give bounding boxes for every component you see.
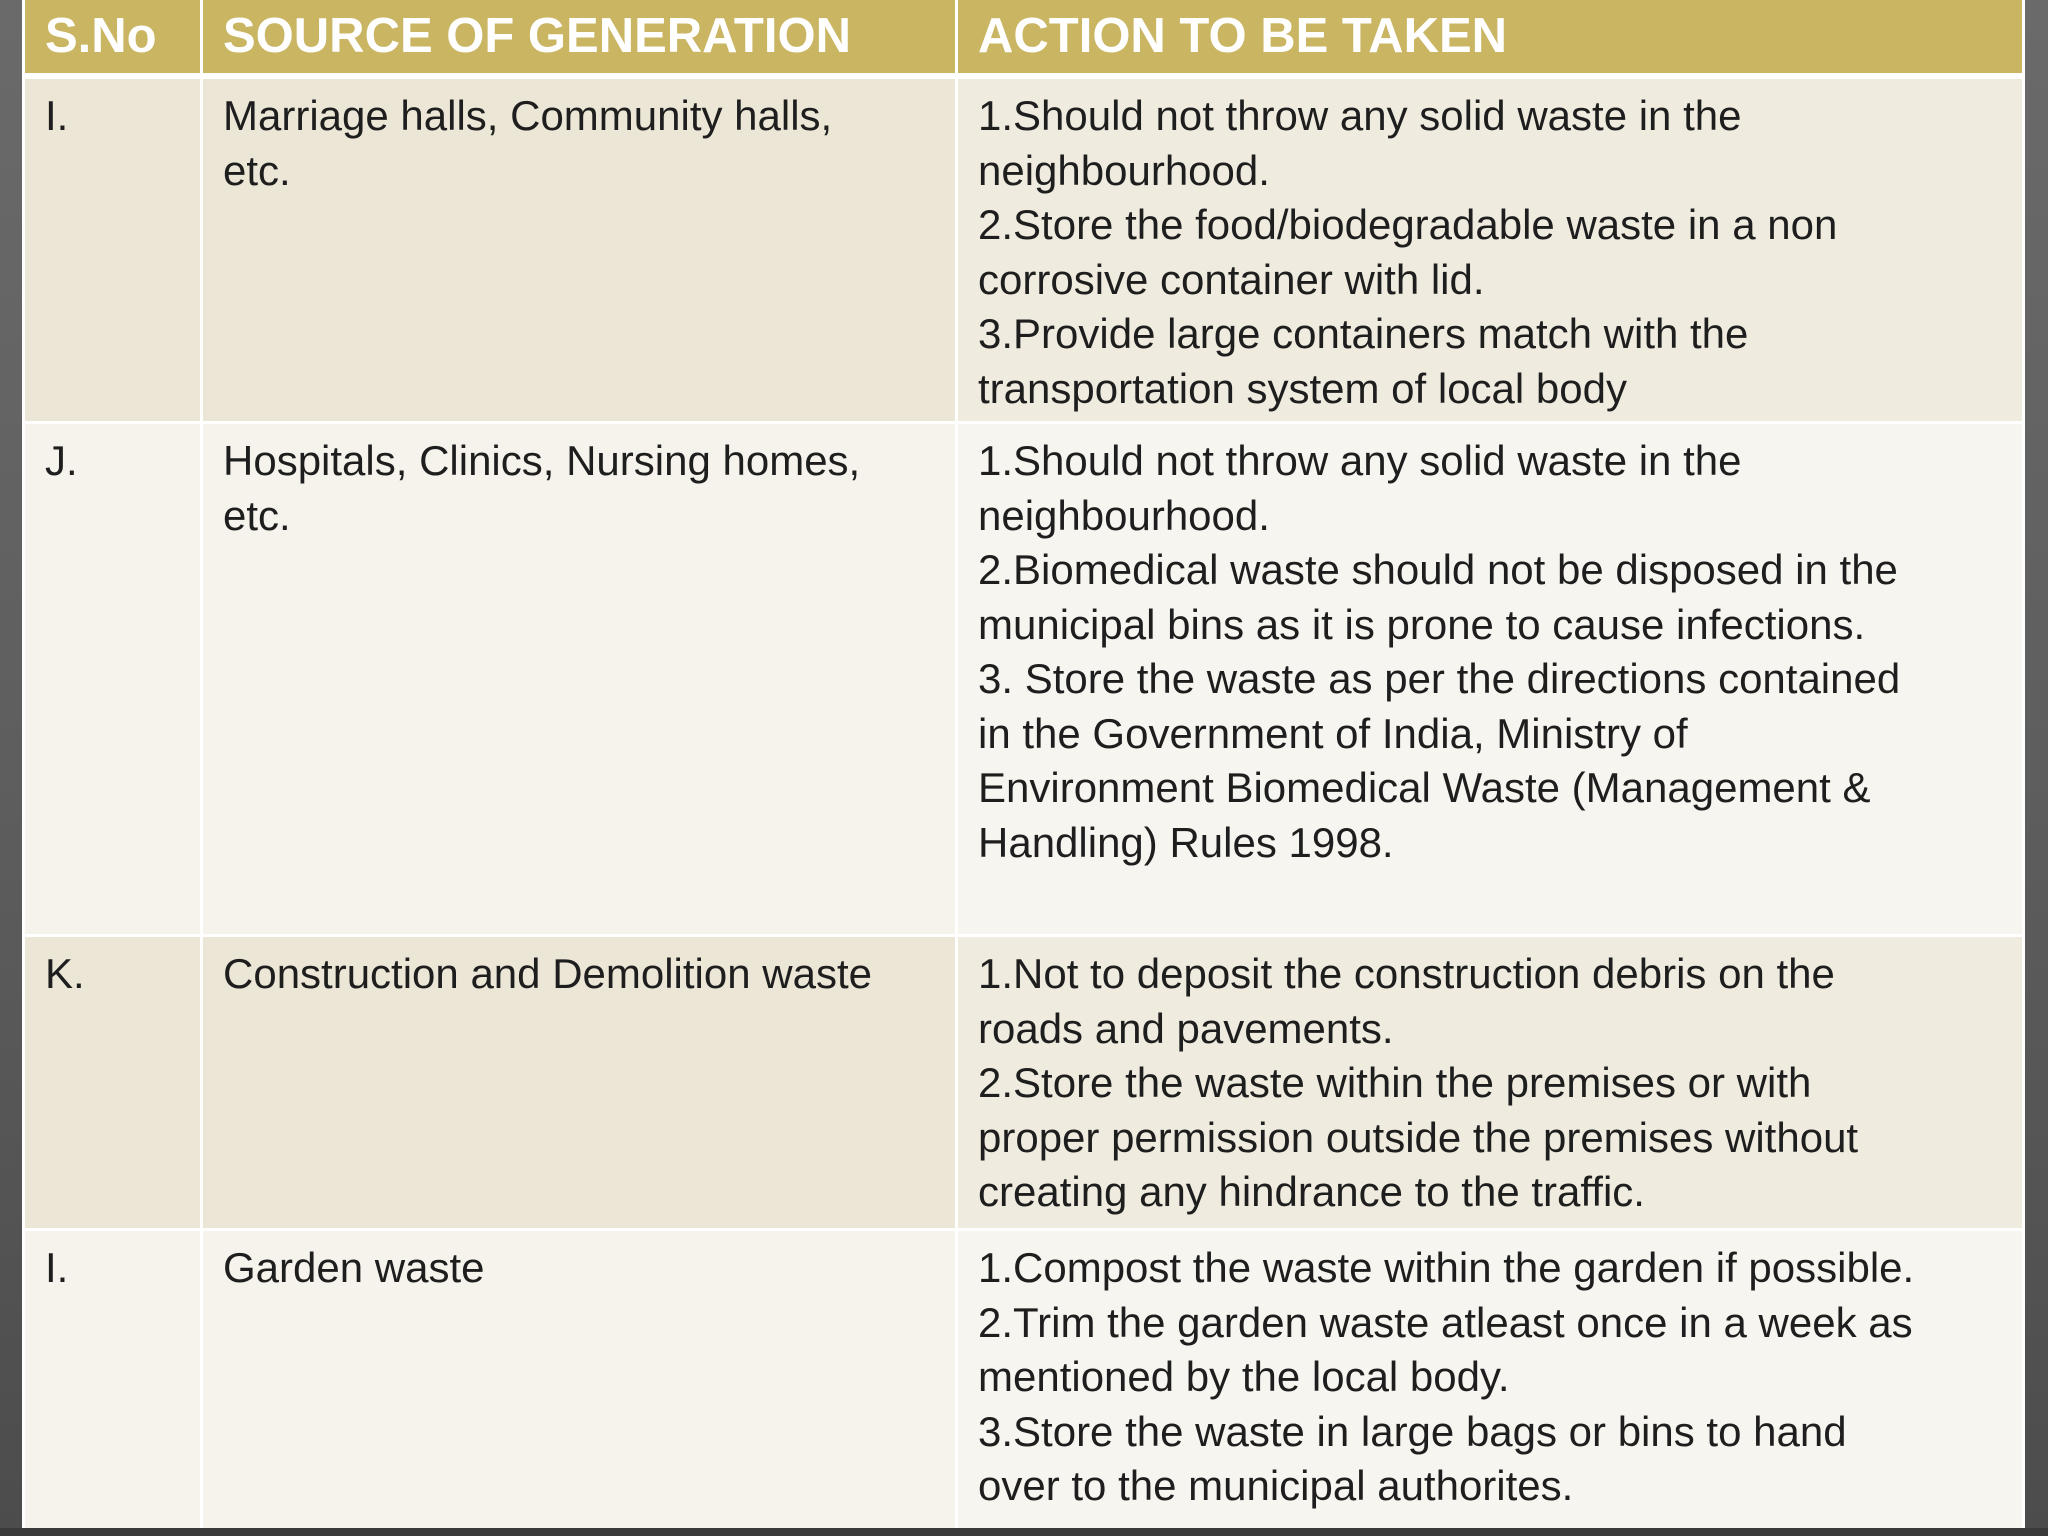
table-header-row	[24, 0, 2024, 76]
header-source: SOURCE OF GENERATION	[202, 0, 957, 76]
cell-action: 1.Not to deposit the construction debris on the roads and pavements. 2.Store the waste within the premises or with proper permission outside the premises without creating any hindrance to the traffic.	[957, 936, 2024, 1230]
cell-action: 1.Compost the waste within the garden if possible. 2.Trim the garden waste atleast once in a week as mentioned by the local body. 3.Store the waste in large bags or bins to hand over to the municipal authorites.	[957, 1230, 2024, 1533]
cell-source: Construction and Demolition waste	[202, 936, 957, 1230]
header-sno: S.No	[24, 0, 202, 76]
cell-sno: K.	[24, 936, 202, 1230]
table-row	[24, 423, 2024, 936]
header-action: ACTION TO BE TAKEN	[957, 0, 2024, 76]
table-row	[24, 936, 2024, 1230]
cell-source: Marriage halls, Community halls, etc.	[202, 76, 957, 423]
cell-action: 1.Should not throw any solid waste in the neighbourhood. 2.Biomedical waste should not be disposed in the municipal bins as it is prone to cause infections. 3. Store the waste as per the directions contained in the Government of India, Ministry of Environment Biomedical Waste (Management & Handling) Rules 1998.	[957, 423, 2024, 936]
cell-source: Hospitals, Clinics, Nursing homes, etc.	[202, 423, 957, 936]
table-row	[24, 76, 2024, 423]
slide	[22, 0, 2022, 1528]
cell-sno: I.	[24, 76, 202, 423]
cell-source: Garden waste	[202, 1230, 957, 1533]
table-row	[24, 1230, 2024, 1533]
cell-sno: I.	[24, 1230, 202, 1533]
waste-action-table	[22, 0, 2025, 1534]
cell-action: 1.Should not throw any solid waste in the neighbourhood. 2.Store the food/biodegradable waste in a non corrosive container with lid. 3.Provide large containers match with the transportation system of local body	[957, 76, 2024, 423]
footer-divider	[0, 1528, 2048, 1536]
cell-sno: J.	[24, 423, 202, 936]
